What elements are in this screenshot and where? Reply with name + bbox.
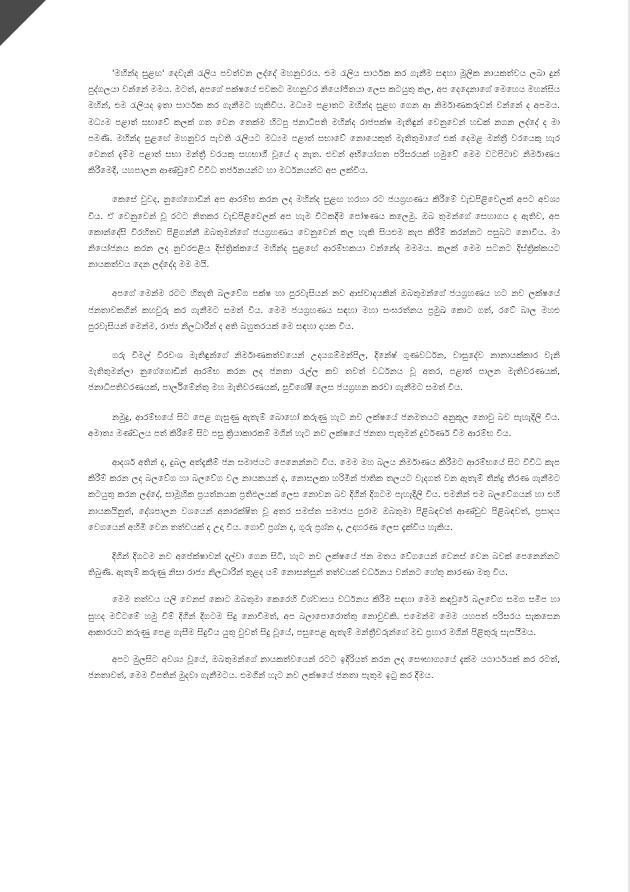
paragraph-6: ආදර්ශ අතින් ද, දුබල අත්දැකීම් ජන සමාජයට පෙනෙන්නට විය. මෙම මහ බලය නිර්මාණය කිරීමට ආරම්භයේ සිට විවිධ කැප කිරීම් කරන ලද බලවේග හා බලවේග වල නායකයන් ද, නොසලකා හරිමින් ජාතික තලයට වැදගත් වන ඇතැම් තීන්දු තීරණ ගැනීමට කටයුතු කරන ලද්දේ, සාමූහික ප්‍රයත්නයක ප්‍රතිඵලයක් ලෙස නොවන බව දිගින් දිගටම පැහැදිලි විය. එමනින් එම බලවේගයන් හා එහි නායකයිනුත්, දේශපාලන වශයෙන් අනාරක්ෂිත වූ අතර සමස්ත සමාජය පුරාම ඔබතුමා පිළිබඳවත් ආණ්ඩුව පිළිබඳවත්, ප්‍රසාදය වෙගයෙන් අහිමි වෙන තත්වයක් ද උදා විය. ගොවි ප්‍රශ්න ද, ගුරු ප්‍රශ්න ද, උදාහරණ ලෙස දැක්විය හැකිය.	[88, 458, 560, 533]
paragraph-9: අපට මුලසිට අවශ්‍ය වූයේ, ඔබතුමන්ගේ නායකත්වයෙන් රටට ඉදිරියත් කරන ලද සෞභාග්‍යයේ දැක්ම යථාර්ථයක් කර රටත්, ජනතාවත්, මෙම විපතින් මුදවා ගැනීමටය. එමගින් හැට නව ලක්ෂයේ ජනතා පැතුම ඉටු කර දීමය.	[88, 655, 560, 682]
paragraph-3: අපගේ මෙන්ම රටට හිතැති බලවේග පක්ෂ හා පුරවැසියන් නව ආස්වාදයකින් ඔබතුමන්ගේ ජයග්‍රහණය හට නව ලක්ෂයේ ජනතාවකගින් කහවුරු කර ගැනීමට සමත් විය. මෙම ජයග්‍රහණය සඳහා මහා සංඝරත්නය ප්‍රමුඛ කොට ගත්, රටේ බාල මහළු පුරවැසියන් මෙන්ම, රාජ්‍ය නිලධාරීන් ද අති බහුතරයක් මෙ සඳහා දායක විය.	[88, 289, 560, 332]
paragraph-4: ගරු විමල් වීරවංශ මැතිඳුන්ගේ නිර්මාණකත්වයෙන් උදයගම්මන්පිල, දිනේෂ් ගුණවර්ධන, වාසුදේව නානායක්කාර වැනි මැතිතුමන්ලා නුගේගොඩින් ආරම්භ කරන ලද ජනතා රැල්ල කව තවත් වර්ධනය වූ අතර, පළාත් පාලන මැතිවරණයක්, ජනාධිපතිවරණයක්, පාර්ලිමේන්තු මහ මැතිවරණයක්, සුවිශේෂී ලෙස ජයග්‍රහන කරවා ගැනීමට සමත් විය.	[88, 351, 560, 394]
paragraph-2: කෙසේ වුවද, නුගේගොඩින් අප ආරම්භ කරන ලද මහින්ද සුළඟ හරහා රට ජයග්‍රහණය කිරීමේ වැඩපිළිවෙලක් අපට අවශ්‍ය විය. ඒ වෙනුවෙන් වූ රටට නිතකර වැඩපිළිවෙලක් අප හැම විටකදීම පෝෂණය කලෙමු. ඔබ තුමන්ගේ සෙහාගය ද ඇතිව, අප කොන්දේසි විරහිතව පිළිගන්නී ඔබතුමන්ගේ ජයග්‍රහණය වෙනුවෙන් කල හැකි සියළුම කැප කිරීම් කරන්නට පසුබට නොවීය. මා නියෝජනය කරන ලද නුවරඑළිය දිස්ත්‍රික්කයේ මහින්ද සුළඟේ ආරම්භකයා වන්නේද මමමය. කලක් මෙම සටනට දිස්ත්‍රික්කයට නායකත්වය දෙන ලද්දේද මම මයි.	[88, 195, 560, 271]
paragraph-8: මෙම තත්වය යලි වෙනස් කොට ඔබතුමා කෙරෙහි විශ්වාසය වර්ධනය කිරීම සඳහා මෙම කඳවුරේ බලවේග සමග සමීප හා සුහද මට්ටමේ හමු වීම් දිගින් දිගටම සිදු නොවීමත්, අප බලාපොරොත්තු නොවුවකි. එමෙන්ම මෙම යහපත් පරිසරය සැකසෙන ආකාරයට කරුණු පෙළ ගැසීම සිදුවිය යුතු වුවත් සිදු වූයේ, පසුපෙළ ඇතැම් මන්ත්‍රීවරුන්ගේ මඩ ප්‍රහාර මගින් පිළිතුරු සැපයීමය.	[88, 595, 560, 638]
letter-body	[88, 66, 560, 696]
paragraph-1: 'මහින්ද සුළඟ' දෙවැනි රැලිය පවත්වන ලද්දේ මහනුවරය. එම රැලිය සාර්ථක කර ගැනීම සඳහා මූලික නායකත්වය ලබා දුන් පුද්ගලයා වන්නේ මමය. මටත්, අපගේ පක්ෂයේ එවකට මහනුවර නියෝජිතයා ලෙස කටයුතු කල, අප දෙදෙනාගේ මෙහෙය මහන්සිය මහින්, එම රැලියද ඉතා සාර්ථක කර ගැනීමට හැකිවිය. මධ්‍යම පළාතට මහින්ද සුළඟ ගෙන ආ නිර්මාණකරුවන් වන්නේ ද අපමය. මධ්‍යම පළාත් සභාවේ කලක් ගත වෙන තෙක්ම හිටපු ජනාධිපති මහින්ද රාජපක්ෂ මැතිඳුන් වෙනුවෙන් හඩක් නගන ලද්දේ ද මා පමණි. මහින්ද සුළඟේ මහනුවර පැවති රැලියට මධ්‍යම පළාත් සභාවේ නොයෙකුත් මැතිතුමාගේ එක් දෙමළ මන්ත්‍රී වරයෙකු හැර වෙනත් දැම්ම පළාත් සභා මන්ත්‍රී වරයකු සහභාගී වූයේ ද නැත. එවන් අභියෝගත පරිසරයක් හමුවේ මෙම වටපිටාව නිර්මාණය කිරීමෙදී, යහපාලන ආණ්ඩුවේ විවිධ තර්ජනයන්ට හා මර්ධනයන්ට අප ලක්විය.	[88, 69, 561, 177]
folded-corner	[0, 0, 46, 46]
paragraph-5: නමුදු, ආරම්භයේ සිට පෙළ ගැසුණු ඇතැම් බොහෝ කරුණු හැට නව ලක්ෂයේ ජනමතයට අනුකූල නොවු බව පැහැදිලි විය. අමාත්‍ය මණ්ඩලය පත් කිරීමේ සිට පසු ක්‍රියාකාරකම් මගින් හැට නව ලක්ෂයේ ජනතා පැතුමන් දුර්වර්ණ වීම ආරම්භ විය.	[88, 412, 560, 439]
paragraph-7: දිගින් දිගටම නව අපේක්ෂාවන් දල්වා ගෙන සිටි, හැට නව ලක්ෂයේ ජන මතය වේගයෙන් වෙනස් වෙන බවක් පෙනෙන්නට තිබුණි. ඇතැම් කරුණු නිසා රාජ්‍ය නිලධාරීන් තුළද යම් නොසන්සුන් තත්වයක් වර්ධනය වන්නට හේතු කාරණා මතු විය.	[88, 552, 560, 579]
